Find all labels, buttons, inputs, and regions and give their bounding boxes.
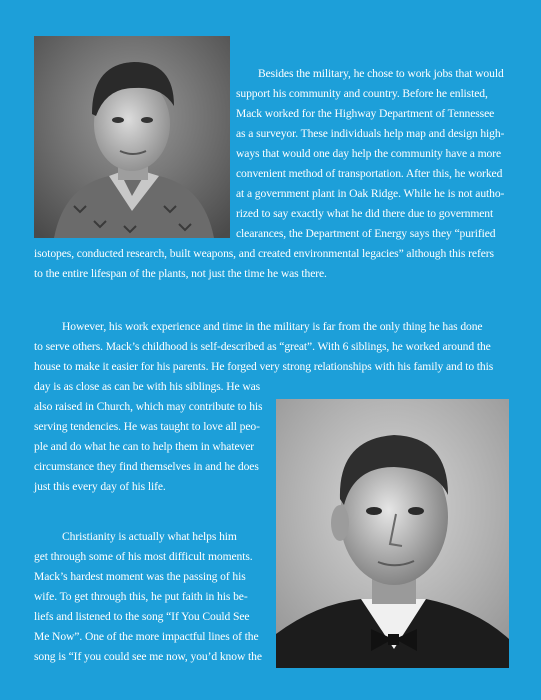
body-text-line: wife. To get through this, he put faith in his be- [34, 590, 248, 603]
body-text-line: rized to say exactly what he did there due to government [236, 207, 494, 220]
body-text-line: to serve others. Mack’s childhood is self-described as “great”. With 6 siblings, he worked around the [34, 340, 491, 353]
body-text-line: isotopes, conducted research, built weapons, and created environmental legacies” although this refers [34, 247, 494, 260]
body-text-line: ple and do what he can to help them in whatever [34, 440, 255, 453]
body-text-line: Mack worked for the Highway Department of Tennessee [236, 107, 495, 120]
body-text-line: day is as close as can be with his siblings. He was [34, 380, 261, 393]
body-text-line: convenient method of transportation. After this, he worked [236, 167, 503, 180]
body-text-line: support his community and country. Before he enlisted, [236, 87, 488, 100]
body-text-line: also raised in Church, which may contribute to his [34, 400, 263, 413]
body-text-line: circumstance they find themselves in and he does [34, 460, 259, 473]
body-text-line: song is “If you could see me now, you’d know the [34, 650, 262, 663]
body-text-line: clearances, the Department of Energy says they “purified [236, 227, 496, 240]
portrait-photo-young-man [276, 399, 509, 668]
body-text-line: Mack’s hardest moment was the passing of his [34, 570, 246, 583]
body-text-line: liefs and listened to the song “If You Could See [34, 610, 250, 623]
body-text-line: Me Now”. One of the more impactful lines of the [34, 630, 259, 643]
body-text-line: just this every day of his life. [34, 480, 166, 493]
body-text-line: get through some of his most difficult moments. [34, 550, 253, 563]
body-text-line: Christianity is actually what helps him [62, 530, 237, 543]
body-text-line: as a surveyor. These individuals help map and design high- [236, 127, 505, 140]
body-text-line: Besides the military, he chose to work jobs that would [258, 67, 504, 80]
body-text-line: However, his work experience and time in the military is far from the only thing he has done [62, 320, 483, 333]
body-text-line: house to make it easier for his parents. He forged very strong relationships with his family and to this [34, 360, 494, 373]
portrait-image [34, 36, 230, 238]
body-text-line: at a government plant in Oak Ridge. While he is not autho- [236, 187, 505, 200]
body-text-line: ways that would one day help the community have a more [236, 147, 502, 160]
portrait-image [276, 399, 509, 668]
portrait-photo-young-boy [34, 36, 230, 238]
body-text-line: serving tendencies. He was taught to love all peo- [34, 420, 260, 433]
body-text-line: to the entire lifespan of the plants, not just the time he was there. [34, 267, 327, 280]
